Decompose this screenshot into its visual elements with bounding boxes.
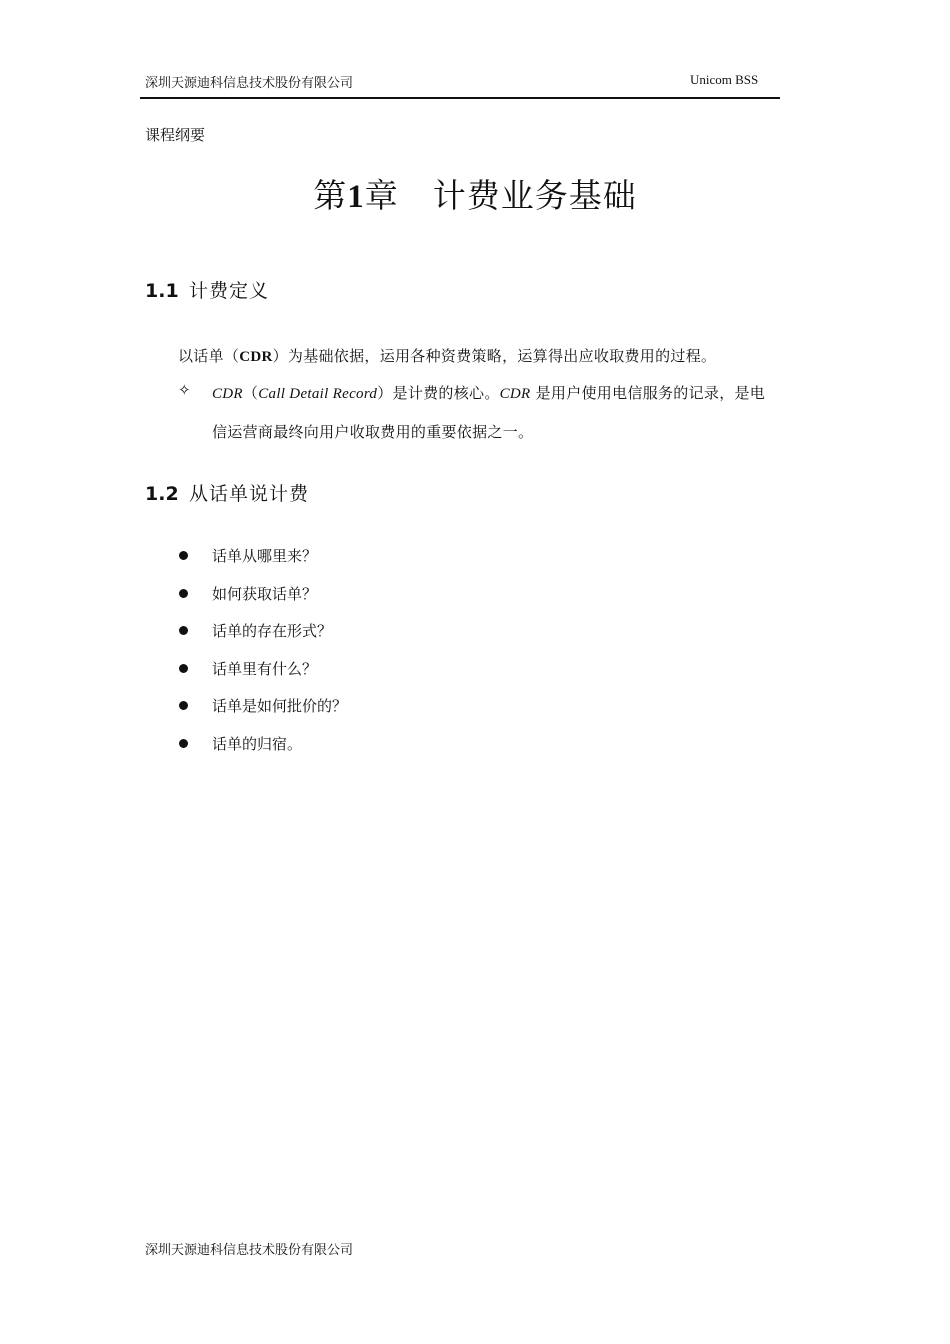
section-title: 计费定义	[189, 280, 270, 302]
chapter-title-text: 计费业务基础	[432, 176, 637, 215]
paragraph-text: ）为基础依据，运用各种资费策略，运算得出应收取费用的过程。	[272, 347, 717, 365]
section-number: 1.2	[145, 483, 179, 505]
note-text: ）是计费的核心。	[377, 384, 500, 402]
document-label: 课程纲要	[145, 126, 206, 144]
note-text: （	[242, 384, 259, 402]
list-item-text: 话单从哪里来？	[212, 547, 318, 565]
chapter-prefix: 第	[313, 176, 348, 215]
header-divider	[140, 97, 780, 99]
list-item-text: 话单的归宿。	[212, 734, 303, 753]
cdr-term: CDR	[239, 349, 273, 365]
cdr-term: CDR	[499, 386, 531, 402]
section-title: 从话单说计费	[189, 483, 310, 505]
definition-paragraph	[178, 345, 716, 366]
cdr-term: CDR	[212, 386, 243, 402]
list-item-text: 话单的存在形式？	[212, 622, 333, 640]
cdr-note-line-1	[212, 382, 765, 403]
chapter-title	[0, 170, 950, 217]
header-product-name: Unicom BSS	[690, 72, 759, 87]
cdr-full-name: Call Detail Record	[258, 386, 378, 402]
bullet-dot-icon	[179, 589, 188, 598]
paragraph-text: 以话单（	[178, 347, 240, 365]
diamond-bullet-icon: ✧	[178, 381, 191, 399]
list-item-text: 话单里有什么？	[212, 659, 318, 678]
section-heading-1-1	[145, 276, 269, 303]
header-company-name: 深圳天源迪科信息技术股份有限公司	[145, 76, 354, 91]
bullet-dot-icon	[179, 664, 188, 673]
bullet-dot-icon	[179, 739, 188, 748]
bullet-dot-icon	[179, 701, 188, 710]
list-item-text: 话单是如何批价的？	[212, 697, 348, 715]
chapter-suffix: 章	[364, 176, 399, 215]
note-text: 是用户使用电信服务的记录，是电	[530, 384, 766, 402]
section-heading-1-2	[145, 479, 309, 506]
bullet-dot-icon	[179, 551, 188, 560]
cdr-note-line-2: 信运营商最终向用户收取费用的重要依据之一。	[212, 423, 534, 441]
footer-company-name: 深圳天源迪科信息技术股份有限公司	[145, 1243, 354, 1258]
bullet-dot-icon	[179, 626, 188, 635]
section-number: 1.1	[145, 280, 179, 302]
chapter-number: 1	[347, 179, 365, 215]
list-item-text: 如何获取话单？	[212, 584, 318, 603]
